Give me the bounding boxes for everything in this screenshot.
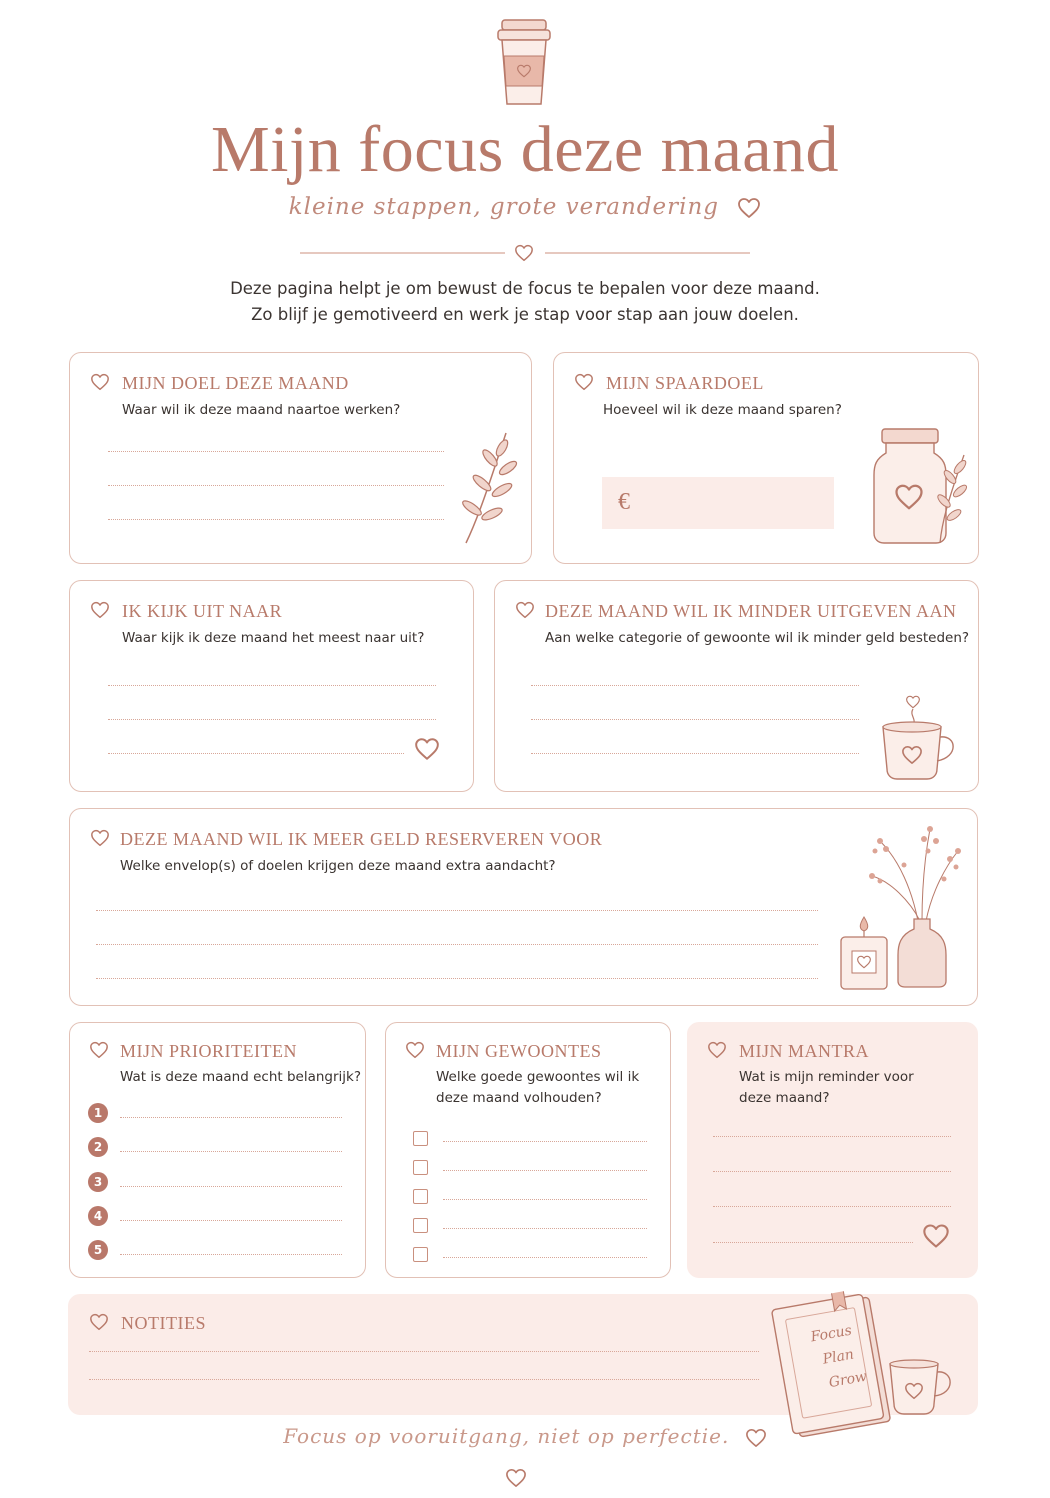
heart-icon [89, 1041, 109, 1059]
heart-icon [574, 373, 594, 391]
write-line[interactable] [89, 1351, 759, 1352]
card-title: DEZE MAAND WIL IK MEER GELD RESERVEREN VOOR [120, 829, 603, 849]
page-title: Mijn focus deze maand [210, 113, 840, 186]
card-question: Wat is mijn reminder voor deze maand? [739, 1069, 914, 1106]
heart-icon [737, 197, 761, 219]
intro-text: Deze pagina helpt je om bewust de focus te bepalen voor deze maand. Zo blijf je gemotiveerd en werk je stap voor stap aan jouw doelen. [230, 279, 820, 324]
jar-icon [872, 425, 970, 547]
priority-number: 2 [88, 1137, 108, 1157]
card-question: Wat is deze maand echt belangrijk? [120, 1069, 362, 1085]
card-question: Welke envelop(s) of doelen krijgen deze maand extra aandacht? [120, 858, 556, 874]
write-line[interactable] [713, 1206, 951, 1207]
heart-icon [505, 1468, 527, 1488]
write-line[interactable] [443, 1170, 647, 1171]
heart-icon [707, 1041, 727, 1059]
habit-checkbox[interactable] [413, 1131, 428, 1146]
write-line[interactable] [443, 1228, 647, 1229]
write-line[interactable] [443, 1141, 647, 1142]
write-line[interactable] [120, 1151, 342, 1152]
heart-icon [90, 373, 110, 391]
write-line[interactable] [108, 519, 444, 520]
card-title: NOTITIES [121, 1313, 206, 1333]
write-line[interactable] [108, 719, 436, 720]
svg-text:Focus: Focus [809, 1322, 854, 1346]
heart-icon [89, 1313, 109, 1331]
card-uitkijken [69, 580, 474, 792]
priority-number: 3 [88, 1172, 108, 1192]
svg-text:Plan: Plan [821, 1346, 856, 1368]
page-subtitle: kleine stappen, grote verandering [0, 194, 1050, 220]
write-line[interactable] [120, 1117, 342, 1118]
write-line[interactable] [713, 1171, 951, 1172]
write-line[interactable] [96, 910, 818, 911]
write-line[interactable] [120, 1254, 342, 1255]
heart-icon [414, 737, 440, 761]
card-title: MIJN GEWOONTES [436, 1041, 602, 1061]
habit-checkbox[interactable] [413, 1160, 428, 1175]
card-mantra [687, 1022, 978, 1278]
footer-quote: Focus op vooruitgang, niet op perfectie. [0, 1424, 1050, 1448]
card-title: IK KIJK UIT NAAR [122, 601, 283, 621]
write-line[interactable] [120, 1186, 342, 1187]
heart-icon [405, 1041, 425, 1059]
card-gewoontes [385, 1022, 671, 1278]
branch-icon [458, 428, 518, 546]
heart-icon [90, 601, 110, 619]
write-line[interactable] [713, 1242, 913, 1243]
card-question: Waar wil ik deze maand naartoe werken? [122, 402, 401, 418]
priority-number: 4 [88, 1206, 108, 1226]
svg-text:Grow: Grow [827, 1368, 869, 1392]
habit-checkbox[interactable] [413, 1189, 428, 1204]
write-line[interactable] [96, 944, 818, 945]
write-line[interactable] [108, 451, 444, 452]
card-question: Aan welke categorie of gewoonte wil ik minder geld besteden? [545, 630, 970, 646]
card-title: DEZE MAAND WIL IK MINDER UITGEVEN AAN [545, 601, 957, 621]
amount-field[interactable] [602, 477, 834, 529]
card-title: MIJN PRIORITEITEN [120, 1041, 297, 1061]
card-minder [494, 580, 979, 792]
card-question: Welke goede gewoontes wil ik deze maand volhouden? [436, 1069, 640, 1106]
habit-checkbox[interactable] [413, 1247, 428, 1262]
card-title: MIJN MANTRA [739, 1041, 870, 1061]
divider [300, 243, 750, 263]
card-spaardoel [553, 352, 979, 564]
write-line[interactable] [108, 685, 436, 686]
write-line[interactable] [531, 753, 859, 754]
currency-symbol: € [618, 489, 630, 515]
write-line[interactable] [443, 1199, 647, 1200]
mug-icon [879, 693, 961, 781]
priority-number: 5 [88, 1240, 108, 1260]
write-line[interactable] [120, 1220, 342, 1221]
book-icon [774, 1290, 959, 1436]
heart-icon [90, 829, 110, 847]
card-doel [69, 352, 532, 564]
habit-checkbox[interactable] [413, 1218, 428, 1233]
card-prioriteiten [69, 1022, 366, 1278]
card-title: MIJN SPAARDOEL [606, 373, 764, 393]
write-line[interactable] [531, 685, 859, 686]
card-question: Hoeveel wil ik deze maand sparen? [603, 402, 842, 418]
write-line[interactable] [89, 1379, 759, 1380]
write-line[interactable] [108, 485, 444, 486]
heart-icon [515, 601, 535, 619]
write-line[interactable] [713, 1136, 951, 1137]
card-meer [69, 808, 978, 1006]
card-title: MIJN DOEL DEZE MAAND [122, 373, 349, 393]
coffee-cup-icon [496, 16, 552, 108]
heart-icon [745, 1428, 767, 1448]
write-line[interactable] [531, 719, 859, 720]
candle-icon [838, 915, 890, 991]
write-line[interactable] [108, 753, 404, 754]
write-line[interactable] [96, 978, 818, 979]
priority-number: 1 [88, 1103, 108, 1123]
heart-icon [922, 1223, 950, 1249]
card-question: Waar kijk ik deze maand het meest naar uit? [122, 630, 425, 646]
write-line[interactable] [443, 1257, 647, 1258]
